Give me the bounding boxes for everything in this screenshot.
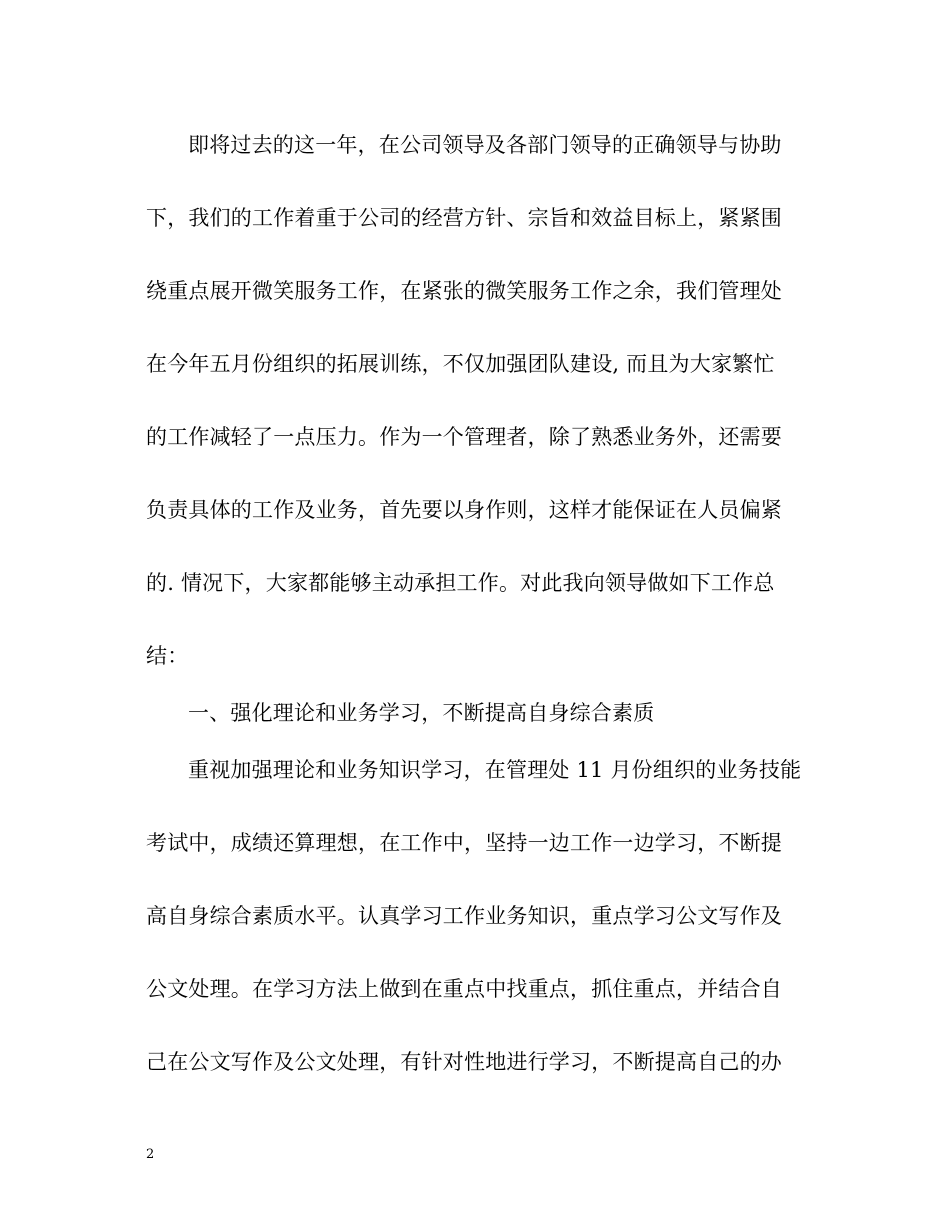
- paragraph-line: 的工作减轻了一点压力。作为一个管理者，除了熟悉业务外，还需要: [146, 425, 782, 449]
- paragraph-line: 结：: [146, 644, 189, 668]
- paragraph-line: 重视加强理论和业务知识学习，在管理处 11 月份组织的业务技能: [188, 758, 802, 782]
- paragraph-line: 即将过去的这一年，在公司领导及各部门领导的正确领导与协助: [188, 133, 782, 157]
- paragraph-line: 的. 情况下，大家都能够主动承担工作。对此我向领导做如下工作总: [146, 571, 775, 595]
- paragraph-line: 绕重点展开微笑服务工作，在紧张的微笑服务工作之余，我们管理处: [146, 279, 782, 303]
- paragraph-line: 高自身综合素质水平。认真学习工作业务知识，重点学习公文写作及: [146, 904, 782, 928]
- paragraph-line: 公文处理。在学习方法上做到在重点中找重点，抓住重点，并结合自: [146, 977, 782, 1001]
- paragraph-line: 下，我们的工作着重于公司的经营方针、宗旨和效益目标上，紧紧围: [146, 206, 782, 230]
- page-number: 2: [146, 1147, 155, 1162]
- paragraph-line: 己在公文写作及公文处理，有针对性地进行学习，不断提高自己的办: [146, 1050, 782, 1074]
- paragraph-line: 考试中，成绩还算理想，在工作中，坚持一边工作一边学习，不断提: [146, 831, 782, 855]
- section-heading: 一、强化理论和业务学习，不断提高自身综合素质: [188, 701, 655, 725]
- paragraph-line: 在今年五月份组织的拓展训练，不仅加强团队建设, 而且为大家繁忙: [146, 352, 775, 376]
- paragraph-line: 负责具体的工作及业务，首先要以身作则，这样才能保证在人员偏紧: [146, 498, 782, 522]
